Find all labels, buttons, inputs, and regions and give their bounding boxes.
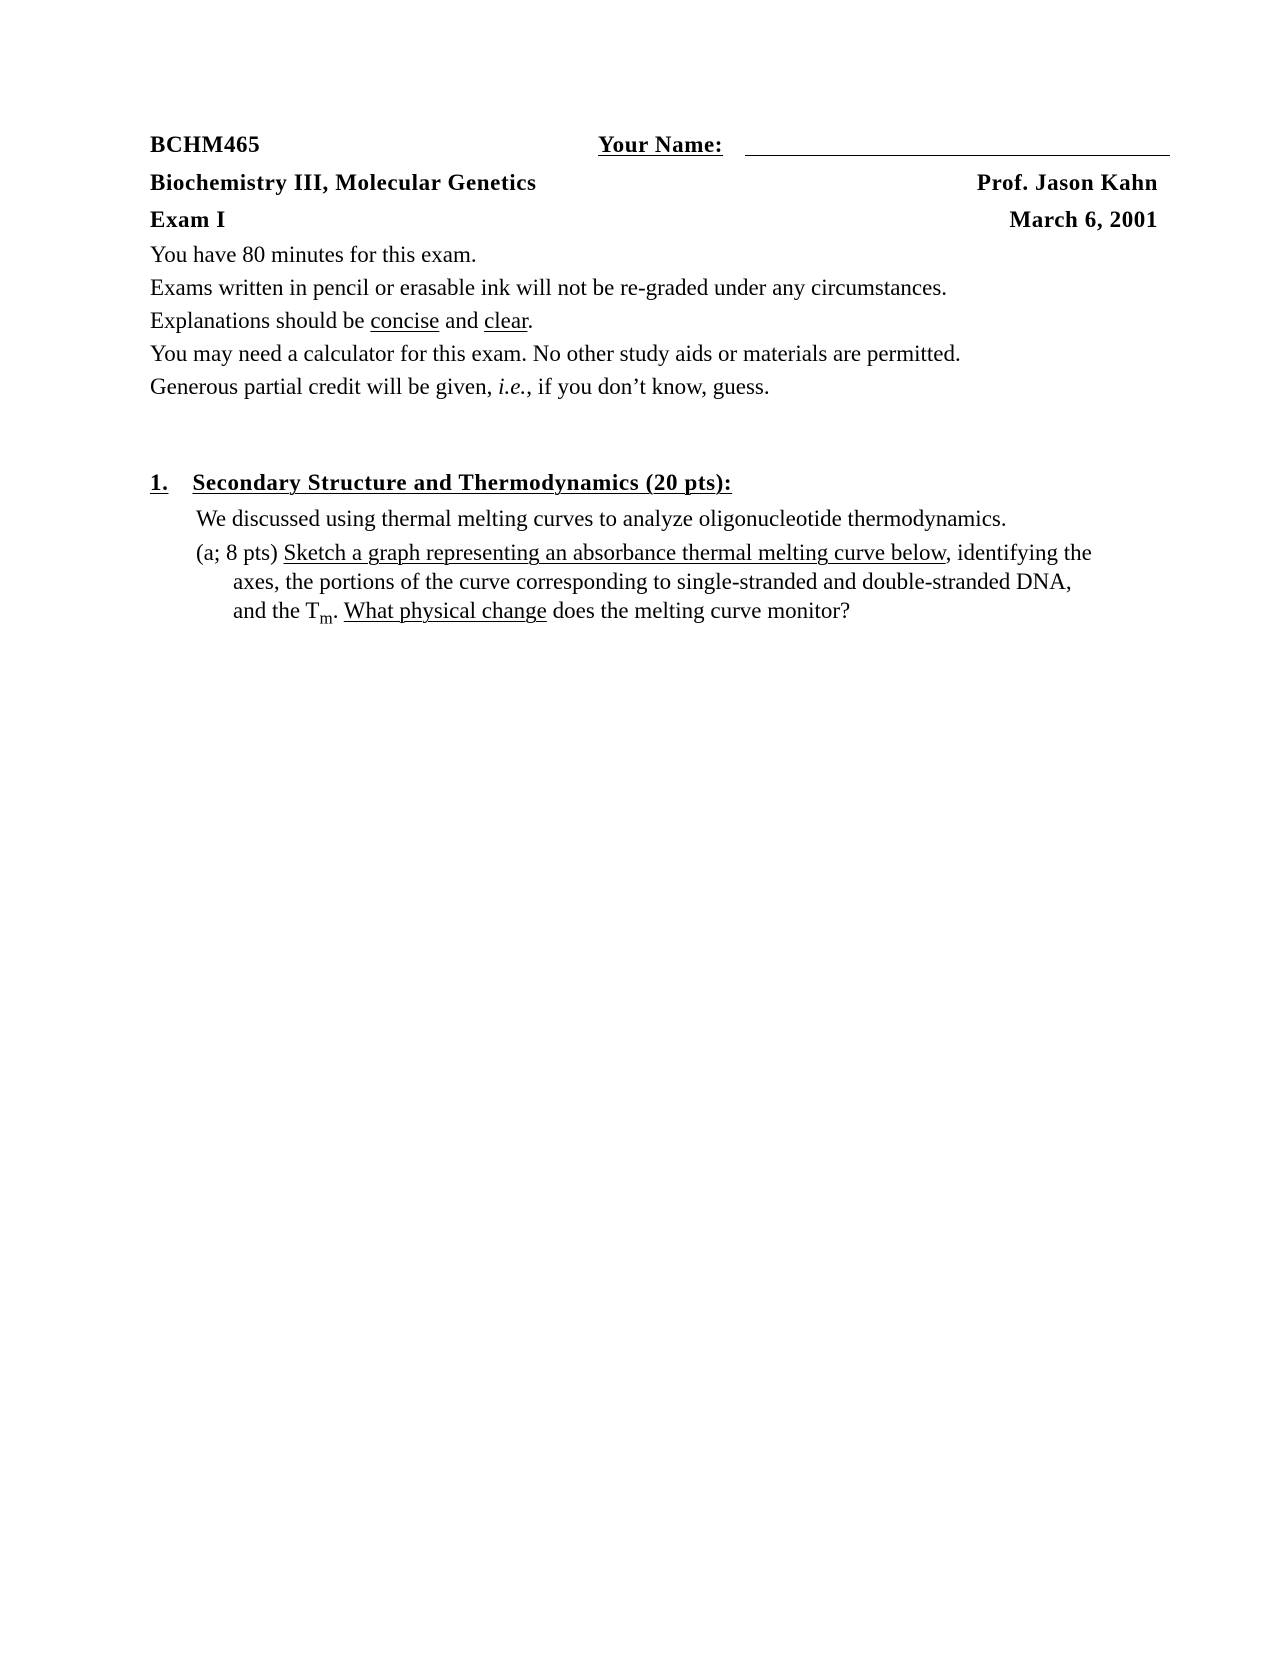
part-a-line3 — [233, 598, 850, 629]
explanations-prefix: Explanations should be — [150, 308, 371, 333]
instruction-explanations — [150, 308, 533, 334]
part-a-line1-rest: , identifying the — [945, 540, 1092, 565]
explanations-middle: and — [439, 308, 485, 333]
explanations-suffix: . — [527, 308, 534, 333]
part-a-sketch-instruction: Sketch a graph representing an absorbance thermal melting curve below — [283, 540, 946, 565]
part-a-line3-mid: . — [332, 598, 344, 623]
course-title: Biochemistry III, Molecular Genetics — [150, 170, 537, 195]
part-a-line2: axes, the portions of the curve corresponding to single-stranded and double-stranded DNA, — [233, 569, 1072, 594]
part-a-line3-prefix: and the T — [233, 598, 320, 623]
answer-area[interactable] — [150, 650, 1150, 1600]
partial-credit-prefix: Generous partial credit will be given, — [150, 374, 499, 399]
part-a-line3-suffix: does the melting curve monitor? — [546, 598, 851, 623]
instruction-ink: Exams written in pencil or erasable ink will not be re-graded under any circumstances. — [150, 275, 948, 300]
instruction-time: You have 80 minutes for this exam. — [150, 242, 477, 267]
course-code: BCHM465 — [150, 132, 261, 157]
question1-title: Secondary Structure and Thermodynamics (20 pts): — [192, 470, 733, 495]
question1-intro: We discussed using thermal melting curves to analyze oligonucleotide thermodynamics. — [196, 506, 1007, 531]
partial-credit-suffix: , if you don’t know, guess. — [526, 374, 770, 399]
exam-title: Exam I — [150, 207, 226, 232]
instruction-partial-credit — [150, 374, 770, 400]
explanations-clear: clear — [484, 308, 528, 333]
exam-date: March 6, 2001 — [1009, 207, 1158, 232]
instruction-calculator: You may need a calculator for this exam. No other study aids or materials are permitted. — [150, 341, 961, 366]
question1-number: 1. — [150, 470, 169, 495]
professor-name: Prof. Jason Kahn — [976, 170, 1158, 195]
question1-heading — [150, 470, 732, 496]
part-a-physical-change: What physical change — [343, 598, 547, 623]
part-a-label: (a; 8 pts) — [196, 540, 284, 565]
partial-credit-ie: i.e. — [498, 374, 527, 399]
explanations-concise: concise — [370, 308, 440, 333]
part-a-line1 — [196, 540, 1092, 566]
name-label: Your Name: — [598, 132, 724, 157]
tm-subscript: m — [319, 608, 333, 628]
name-blank-line[interactable] — [745, 155, 1170, 156]
